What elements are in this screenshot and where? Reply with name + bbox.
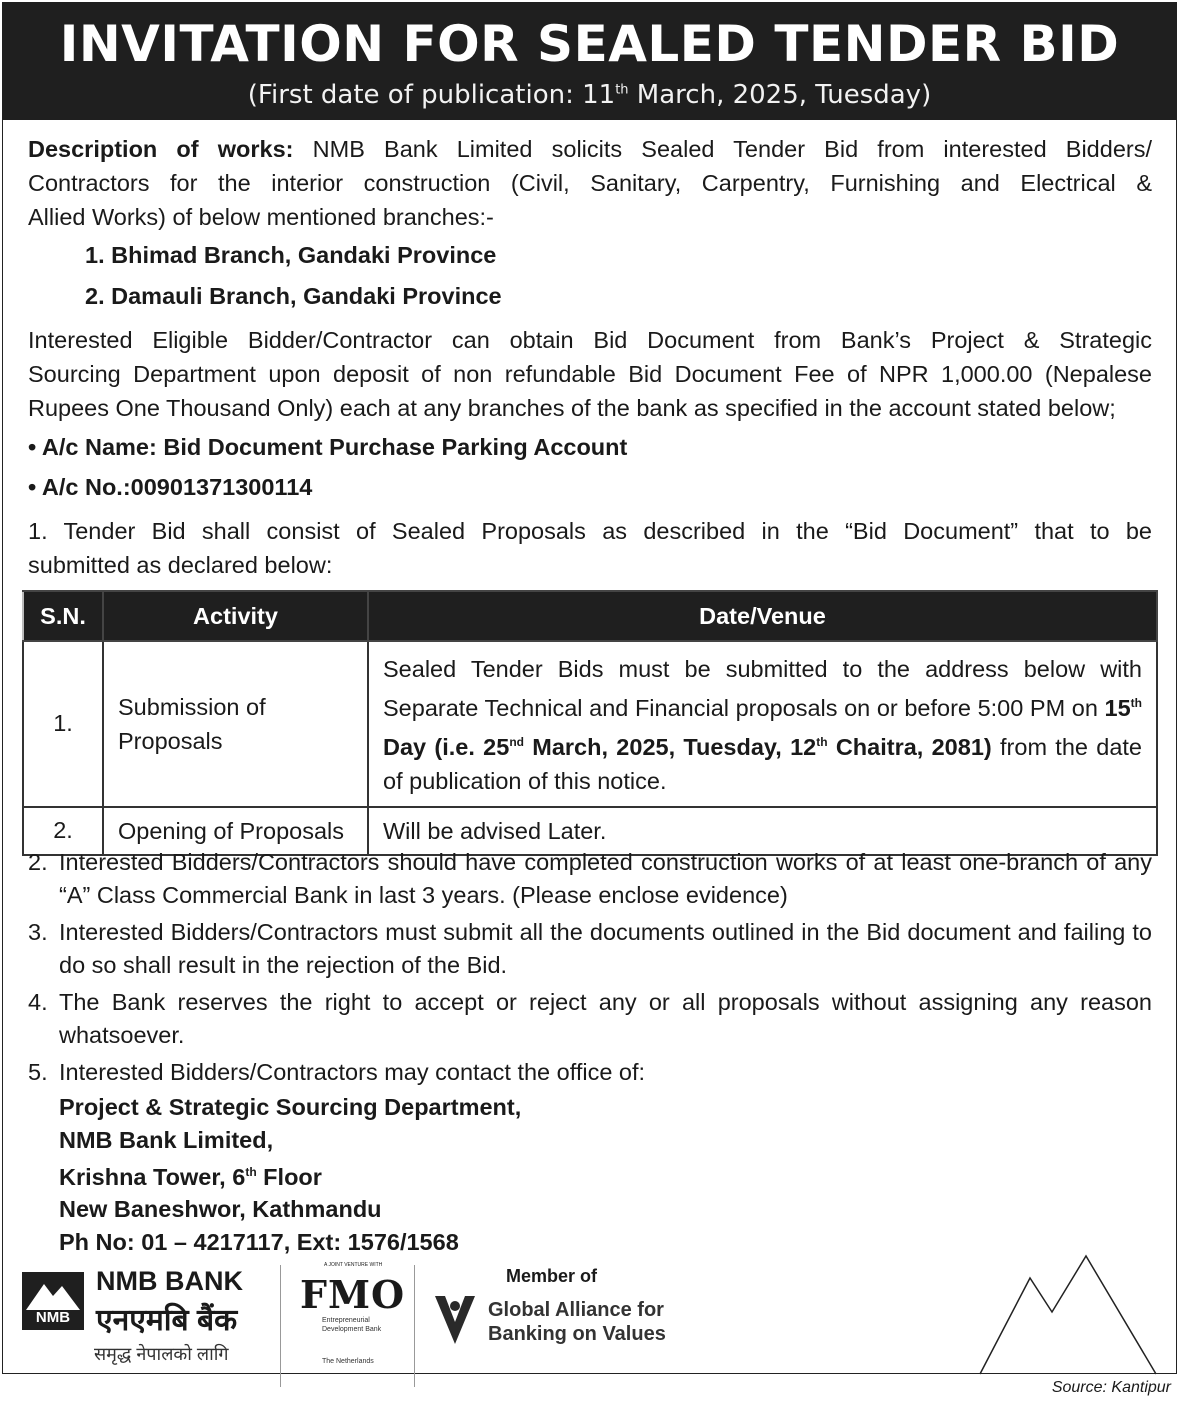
- gabv-icon: [433, 1292, 477, 1348]
- schedule-table: [22, 590, 1158, 856]
- row-sn: 2.: [23, 807, 103, 855]
- list-item: 2. Interested Bidders/Contractors should have completed construction works of at least one-branch of any “A” Class Commercial Bank in last 3 years. (Please enclose evidence): [28, 849, 1152, 908]
- eligibility-paragraph: Interested Eligible Bidder/Contractor can obtain Bid Document from Bank’s Project & Strategic Sourcing Department upon deposit of non refundable Bid Document Fee of NPR 1,000.00 (Nepalese Rupees One Thousand Only) each at any branches of the bank as specified in the account stated below;: [28, 327, 1152, 421]
- row-sn: 1.: [23, 641, 103, 807]
- nmb-tagline: समृद्ध नेपालको लागि: [94, 1344, 229, 1364]
- row-activity: Submission of Proposals: [103, 641, 368, 807]
- header-date-venue: Date/Venue: [368, 591, 1157, 641]
- row-date-venue: Sealed Tender Bids must be submitted to the address below with Separate Technical and Financial proposals on or before 5:00 PM on 15th Day (i.e. 25nd March, 2025, Tuesday, 12th Chaitra, 2081) from the date of publication of this notice.: [368, 641, 1157, 807]
- description-paragraph: Description of works: NMB Bank Limited solicits Sealed Tender Bid from interested Bidders/ Contractors for the interior construction (Civil, Sanitary, Carpentry, Furnishing and Electrical & Allied Works) of below mentioned branches:-: [28, 136, 1152, 230]
- list-item: 5. Interested Bidders/Contractors may contact the office of:: [28, 1059, 646, 1085]
- mountain-icon: [22, 1278, 84, 1312]
- account-number: • A/c No.:00901371300114: [28, 474, 313, 500]
- list-item: 4. The Bank reserves the right to accept or reject any or all proposals without assigning any reason whatsoever.: [28, 989, 1152, 1048]
- notice-title: INVITATION FOR SEALED TENDER BID: [59, 15, 1120, 73]
- conditions-list: [28, 846, 1152, 1093]
- branch-item: 2. Damauli Branch, Gandaki Province: [85, 283, 502, 309]
- row-date-venue: Will be advised Later.: [368, 807, 1157, 855]
- mountain-outline-icon: [978, 1254, 1158, 1376]
- account-name: • A/c Name: Bid Document Purchase Parking Account: [28, 434, 628, 460]
- nmb-logo-box: NMB: [22, 1272, 84, 1330]
- header-activity: Activity: [103, 591, 368, 641]
- intro-point: 1. Tender Bid shall consist of Sealed Proposals as described in the “Bid Document” that to be submitted as declared below:: [28, 518, 1152, 578]
- row-activity: Opening of Proposals: [103, 807, 368, 855]
- source-credit: Source: Kantipur: [1051, 1379, 1171, 1396]
- table-row: [23, 641, 1157, 807]
- publication-date: (First date of publication: 11th March, 2025, Tuesday): [247, 80, 932, 110]
- nmb-devanagari: एनएमबि बैंक: [96, 1304, 238, 1337]
- notice-header: [2, 2, 1177, 120]
- table-header-row: [23, 591, 1157, 641]
- divider: [280, 1265, 281, 1387]
- header-sn: S.N.: [23, 591, 103, 641]
- description-label: Description of works:: [28, 136, 294, 162]
- gabv-name: Global Alliance for Banking on Values: [488, 1299, 666, 1345]
- list-item: 3. Interested Bidders/Contractors must submit all the documents outlined in the Bid document and failing to do so shall result in the rejection of the Bid.: [28, 919, 1152, 978]
- divider: [414, 1265, 415, 1387]
- branch-item: 1. Bhimad Branch, Gandaki Province: [85, 242, 497, 268]
- gabv-member-label: Member of: [506, 1266, 598, 1286]
- contact-address: Project & Strategic Sourcing Department, NMB Bank Limited, Krishna Tower, 6th Floor New Baneshwor, Kathmandu Ph No: 01 – 4217117, Ext: 1576/1568: [59, 1094, 522, 1255]
- nmb-name: NMB BANK: [96, 1266, 243, 1296]
